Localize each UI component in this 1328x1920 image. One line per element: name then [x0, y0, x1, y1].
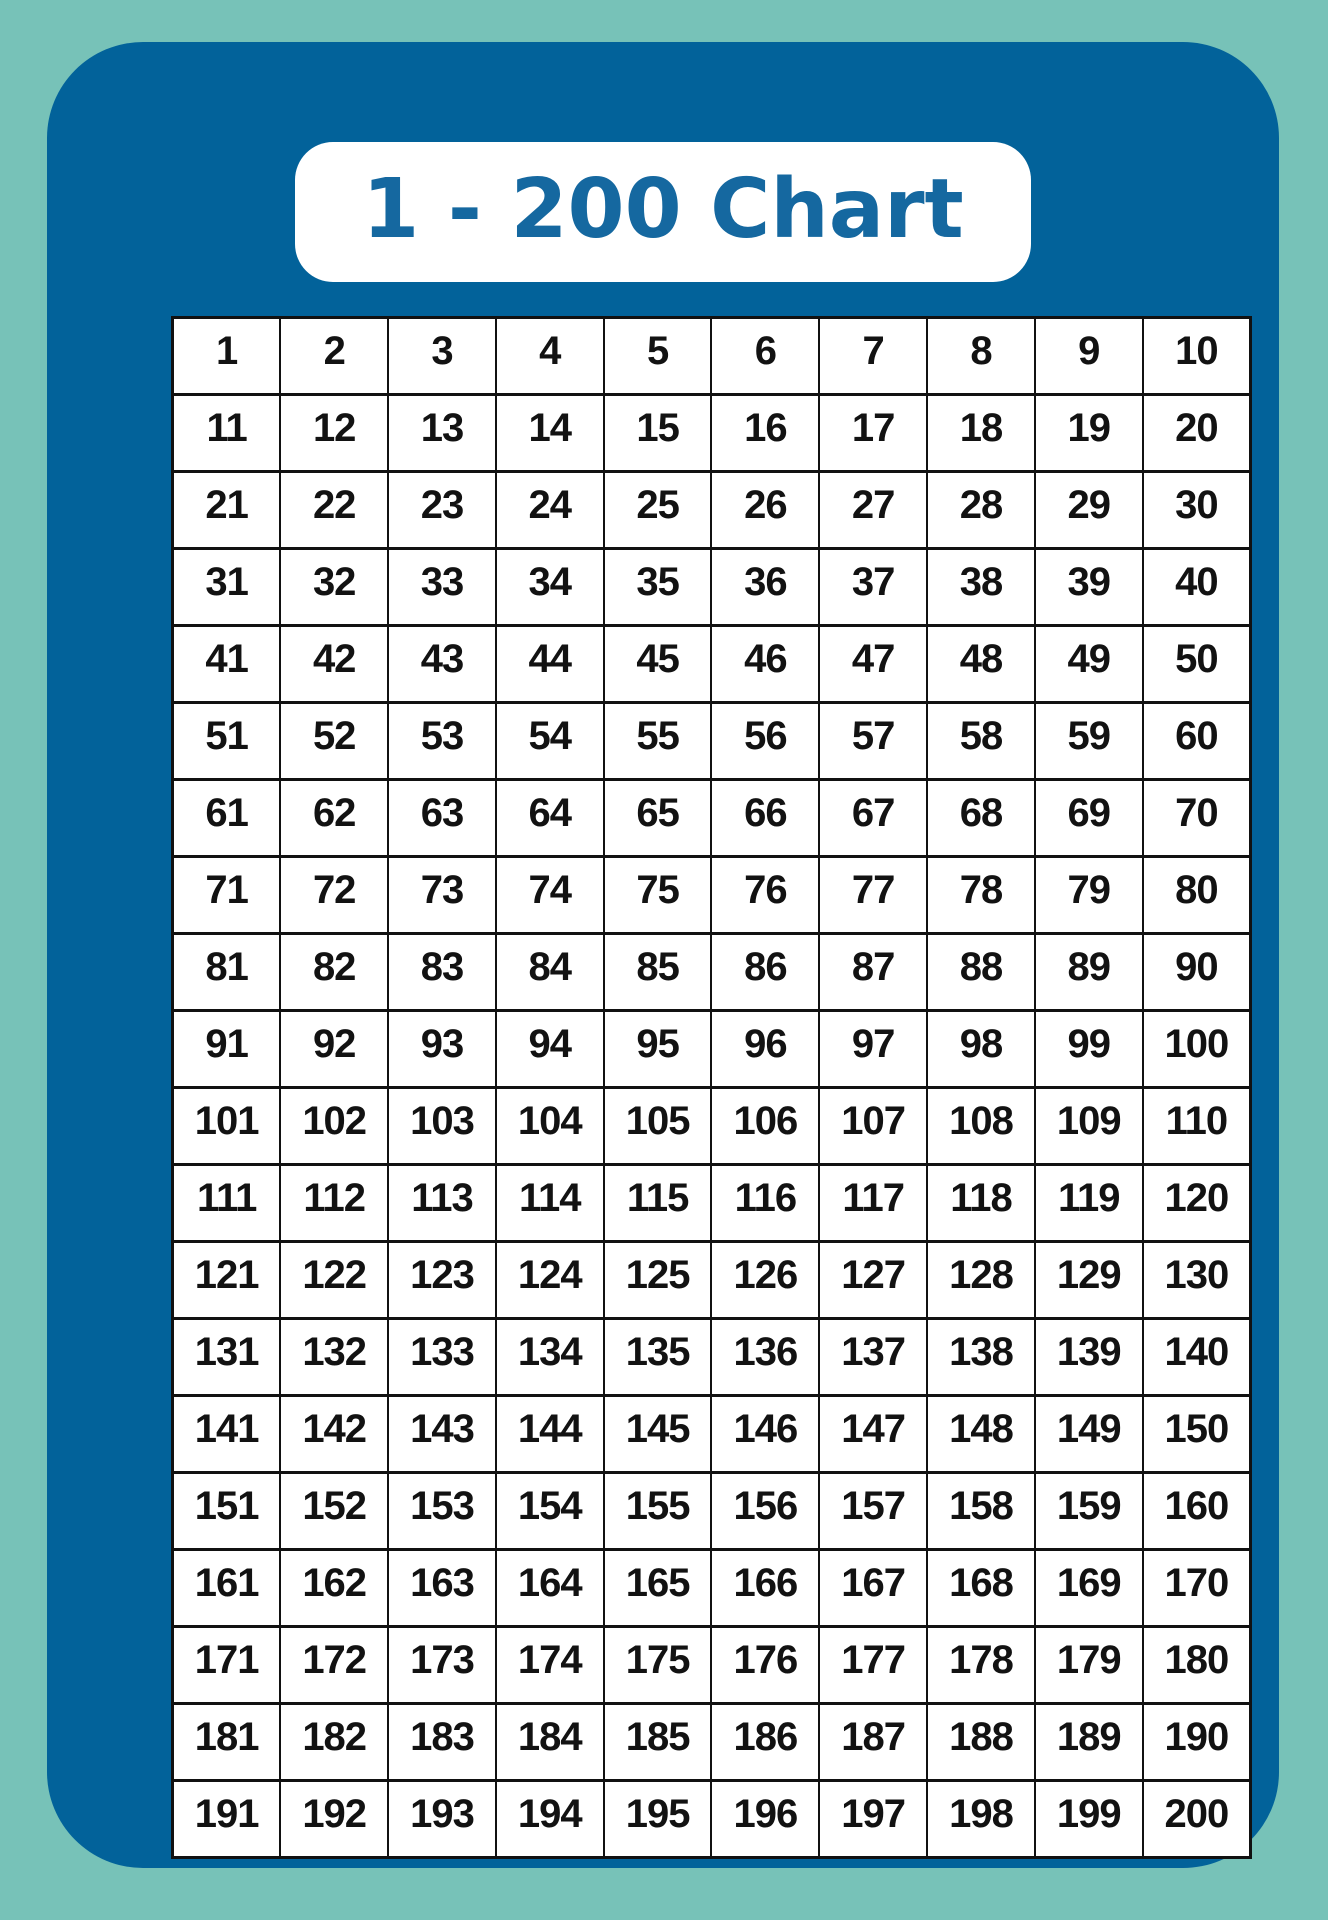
number-cell: 83 — [388, 934, 496, 1011]
number-cell: 88 — [927, 934, 1035, 1011]
number-cell: 111 — [173, 1165, 281, 1242]
number-cell: 185 — [604, 1704, 712, 1781]
number-cell: 161 — [173, 1550, 281, 1627]
number-cell: 51 — [173, 703, 281, 780]
number-cell: 3 — [388, 318, 496, 395]
number-cell: 155 — [604, 1473, 712, 1550]
table-row — [173, 1473, 1251, 1550]
number-cell: 196 — [711, 1781, 819, 1858]
number-cell: 92 — [280, 1011, 388, 1088]
number-cell: 183 — [388, 1704, 496, 1781]
number-cell: 82 — [280, 934, 388, 1011]
number-cell: 122 — [280, 1242, 388, 1319]
number-cell: 25 — [604, 472, 712, 549]
number-cell: 102 — [280, 1088, 388, 1165]
number-cell: 124 — [496, 1242, 604, 1319]
page-title: 1 - 200 Chart — [362, 161, 964, 257]
number-cell: 132 — [280, 1319, 388, 1396]
number-cell: 114 — [496, 1165, 604, 1242]
number-cell: 167 — [819, 1550, 927, 1627]
number-cell: 163 — [388, 1550, 496, 1627]
number-cell: 26 — [711, 472, 819, 549]
number-cell: 123 — [388, 1242, 496, 1319]
number-cell: 45 — [604, 626, 712, 703]
number-cell: 64 — [496, 780, 604, 857]
number-cell: 6 — [711, 318, 819, 395]
table-row — [173, 703, 1251, 780]
number-cell: 73 — [388, 857, 496, 934]
number-cell: 8 — [927, 318, 1035, 395]
number-cell: 182 — [280, 1704, 388, 1781]
number-cell: 95 — [604, 1011, 712, 1088]
number-cell: 50 — [1143, 626, 1251, 703]
table-row — [173, 780, 1251, 857]
number-cell: 48 — [927, 626, 1035, 703]
number-cell: 44 — [496, 626, 604, 703]
number-cell: 126 — [711, 1242, 819, 1319]
number-cell: 81 — [173, 934, 281, 1011]
number-cell: 13 — [388, 395, 496, 472]
number-cell: 33 — [388, 549, 496, 626]
number-cell: 128 — [927, 1242, 1035, 1319]
table-row — [173, 1781, 1251, 1858]
table-row — [173, 1165, 1251, 1242]
number-cell: 141 — [173, 1396, 281, 1473]
number-cell: 175 — [604, 1627, 712, 1704]
number-cell: 151 — [173, 1473, 281, 1550]
number-cell: 85 — [604, 934, 712, 1011]
number-cell: 145 — [604, 1396, 712, 1473]
number-cell: 60 — [1143, 703, 1251, 780]
number-cell: 74 — [496, 857, 604, 934]
number-cell: 38 — [927, 549, 1035, 626]
number-cell: 195 — [604, 1781, 712, 1858]
number-cell: 172 — [280, 1627, 388, 1704]
table-row — [173, 1396, 1251, 1473]
number-cell: 57 — [819, 703, 927, 780]
number-cell: 4 — [496, 318, 604, 395]
number-cell: 61 — [173, 780, 281, 857]
number-cell: 106 — [711, 1088, 819, 1165]
number-cell: 181 — [173, 1704, 281, 1781]
number-cell: 71 — [173, 857, 281, 934]
number-cell: 23 — [388, 472, 496, 549]
number-cell: 121 — [173, 1242, 281, 1319]
number-cell: 174 — [496, 1627, 604, 1704]
number-cell: 139 — [1035, 1319, 1143, 1396]
number-cell: 89 — [1035, 934, 1143, 1011]
number-cell: 190 — [1143, 1704, 1251, 1781]
number-cell: 75 — [604, 857, 712, 934]
number-cell: 22 — [280, 472, 388, 549]
number-cell: 76 — [711, 857, 819, 934]
number-cell: 14 — [496, 395, 604, 472]
number-cell: 17 — [819, 395, 927, 472]
number-cell: 192 — [280, 1781, 388, 1858]
number-cell: 187 — [819, 1704, 927, 1781]
number-cell: 69 — [1035, 780, 1143, 857]
number-cell: 84 — [496, 934, 604, 1011]
table-row — [173, 1319, 1251, 1396]
number-cell: 55 — [604, 703, 712, 780]
number-cell: 165 — [604, 1550, 712, 1627]
number-cell: 200 — [1143, 1781, 1251, 1858]
number-cell: 110 — [1143, 1088, 1251, 1165]
number-cell: 91 — [173, 1011, 281, 1088]
number-cell: 144 — [496, 1396, 604, 1473]
number-cell: 37 — [819, 549, 927, 626]
number-cell: 162 — [280, 1550, 388, 1627]
number-cell: 152 — [280, 1473, 388, 1550]
number-cell: 140 — [1143, 1319, 1251, 1396]
number-cell: 93 — [388, 1011, 496, 1088]
number-cell: 115 — [604, 1165, 712, 1242]
number-cell: 159 — [1035, 1473, 1143, 1550]
number-cell: 136 — [711, 1319, 819, 1396]
table-row — [173, 1088, 1251, 1165]
number-cell: 197 — [819, 1781, 927, 1858]
table-row — [173, 1704, 1251, 1781]
number-grid-body — [173, 318, 1251, 1858]
number-cell: 27 — [819, 472, 927, 549]
number-cell: 199 — [1035, 1781, 1143, 1858]
number-cell: 191 — [173, 1781, 281, 1858]
number-cell: 34 — [496, 549, 604, 626]
number-cell: 129 — [1035, 1242, 1143, 1319]
number-grid — [171, 316, 1252, 1859]
number-cell: 32 — [280, 549, 388, 626]
table-row — [173, 318, 1251, 395]
number-cell: 189 — [1035, 1704, 1143, 1781]
table-row — [173, 1242, 1251, 1319]
number-cell: 109 — [1035, 1088, 1143, 1165]
number-cell: 58 — [927, 703, 1035, 780]
number-cell: 47 — [819, 626, 927, 703]
number-cell: 146 — [711, 1396, 819, 1473]
number-cell: 62 — [280, 780, 388, 857]
number-cell: 107 — [819, 1088, 927, 1165]
number-cell: 164 — [496, 1550, 604, 1627]
number-cell: 11 — [173, 395, 281, 472]
number-cell: 157 — [819, 1473, 927, 1550]
number-cell: 113 — [388, 1165, 496, 1242]
number-cell: 86 — [711, 934, 819, 1011]
table-row — [173, 472, 1251, 549]
number-cell: 7 — [819, 318, 927, 395]
number-cell: 29 — [1035, 472, 1143, 549]
number-cell: 35 — [604, 549, 712, 626]
number-cell: 169 — [1035, 1550, 1143, 1627]
number-cell: 46 — [711, 626, 819, 703]
number-cell: 39 — [1035, 549, 1143, 626]
number-cell: 43 — [388, 626, 496, 703]
number-cell: 160 — [1143, 1473, 1251, 1550]
number-cell: 68 — [927, 780, 1035, 857]
number-cell: 131 — [173, 1319, 281, 1396]
number-cell: 96 — [711, 1011, 819, 1088]
number-cell: 79 — [1035, 857, 1143, 934]
number-cell: 150 — [1143, 1396, 1251, 1473]
number-cell: 36 — [711, 549, 819, 626]
number-cell: 90 — [1143, 934, 1251, 1011]
number-cell: 137 — [819, 1319, 927, 1396]
number-cell: 166 — [711, 1550, 819, 1627]
number-cell: 108 — [927, 1088, 1035, 1165]
table-row — [173, 1550, 1251, 1627]
number-cell: 87 — [819, 934, 927, 1011]
number-cell: 16 — [711, 395, 819, 472]
number-cell: 193 — [388, 1781, 496, 1858]
number-cell: 1 — [173, 318, 281, 395]
number-cell: 42 — [280, 626, 388, 703]
number-cell: 117 — [819, 1165, 927, 1242]
number-cell: 154 — [496, 1473, 604, 1550]
number-cell: 105 — [604, 1088, 712, 1165]
number-cell: 56 — [711, 703, 819, 780]
number-cell: 138 — [927, 1319, 1035, 1396]
number-cell: 72 — [280, 857, 388, 934]
number-cell: 198 — [927, 1781, 1035, 1858]
number-cell: 49 — [1035, 626, 1143, 703]
number-cell: 67 — [819, 780, 927, 857]
number-cell: 21 — [173, 472, 281, 549]
number-cell: 179 — [1035, 1627, 1143, 1704]
number-cell: 65 — [604, 780, 712, 857]
number-cell: 173 — [388, 1627, 496, 1704]
number-cell: 98 — [927, 1011, 1035, 1088]
number-cell: 52 — [280, 703, 388, 780]
number-cell: 40 — [1143, 549, 1251, 626]
number-cell: 133 — [388, 1319, 496, 1396]
number-cell: 130 — [1143, 1242, 1251, 1319]
number-cell: 180 — [1143, 1627, 1251, 1704]
number-cell: 116 — [711, 1165, 819, 1242]
number-cell: 5 — [604, 318, 712, 395]
number-cell: 188 — [927, 1704, 1035, 1781]
number-cell: 70 — [1143, 780, 1251, 857]
number-cell: 99 — [1035, 1011, 1143, 1088]
number-cell: 24 — [496, 472, 604, 549]
number-cell: 18 — [927, 395, 1035, 472]
number-cell: 15 — [604, 395, 712, 472]
number-cell: 54 — [496, 703, 604, 780]
number-cell: 158 — [927, 1473, 1035, 1550]
number-cell: 94 — [496, 1011, 604, 1088]
number-cell: 143 — [388, 1396, 496, 1473]
number-cell: 170 — [1143, 1550, 1251, 1627]
number-cell: 127 — [819, 1242, 927, 1319]
number-cell: 19 — [1035, 395, 1143, 472]
number-cell: 59 — [1035, 703, 1143, 780]
table-row — [173, 549, 1251, 626]
number-cell: 186 — [711, 1704, 819, 1781]
number-cell: 194 — [496, 1781, 604, 1858]
number-cell: 66 — [711, 780, 819, 857]
table-row — [173, 934, 1251, 1011]
number-cell: 80 — [1143, 857, 1251, 934]
number-cell: 77 — [819, 857, 927, 934]
table-row — [173, 626, 1251, 703]
number-cell: 177 — [819, 1627, 927, 1704]
number-cell: 147 — [819, 1396, 927, 1473]
number-cell: 178 — [927, 1627, 1035, 1704]
number-cell: 125 — [604, 1242, 712, 1319]
number-cell: 9 — [1035, 318, 1143, 395]
number-cell: 63 — [388, 780, 496, 857]
number-cell: 2 — [280, 318, 388, 395]
number-cell: 41 — [173, 626, 281, 703]
title-box — [295, 142, 1031, 282]
number-cell: 112 — [280, 1165, 388, 1242]
number-cell: 78 — [927, 857, 1035, 934]
number-cell: 148 — [927, 1396, 1035, 1473]
number-cell: 149 — [1035, 1396, 1143, 1473]
number-cell: 31 — [173, 549, 281, 626]
number-cell: 97 — [819, 1011, 927, 1088]
number-cell: 176 — [711, 1627, 819, 1704]
number-cell: 101 — [173, 1088, 281, 1165]
number-cell: 120 — [1143, 1165, 1251, 1242]
table-row — [173, 857, 1251, 934]
table-row — [173, 395, 1251, 472]
number-cell: 100 — [1143, 1011, 1251, 1088]
number-cell: 168 — [927, 1550, 1035, 1627]
number-cell: 118 — [927, 1165, 1035, 1242]
number-cell: 28 — [927, 472, 1035, 549]
number-cell: 135 — [604, 1319, 712, 1396]
number-cell: 30 — [1143, 472, 1251, 549]
number-cell: 119 — [1035, 1165, 1143, 1242]
number-cell: 134 — [496, 1319, 604, 1396]
table-row — [173, 1627, 1251, 1704]
number-cell: 53 — [388, 703, 496, 780]
number-cell: 171 — [173, 1627, 281, 1704]
number-cell: 184 — [496, 1704, 604, 1781]
table-row — [173, 1011, 1251, 1088]
number-cell: 142 — [280, 1396, 388, 1473]
number-cell: 20 — [1143, 395, 1251, 472]
number-cell: 103 — [388, 1088, 496, 1165]
number-cell: 12 — [280, 395, 388, 472]
chart-card — [47, 42, 1279, 1868]
number-cell: 10 — [1143, 318, 1251, 395]
number-cell: 104 — [496, 1088, 604, 1165]
number-cell: 153 — [388, 1473, 496, 1550]
number-cell: 156 — [711, 1473, 819, 1550]
